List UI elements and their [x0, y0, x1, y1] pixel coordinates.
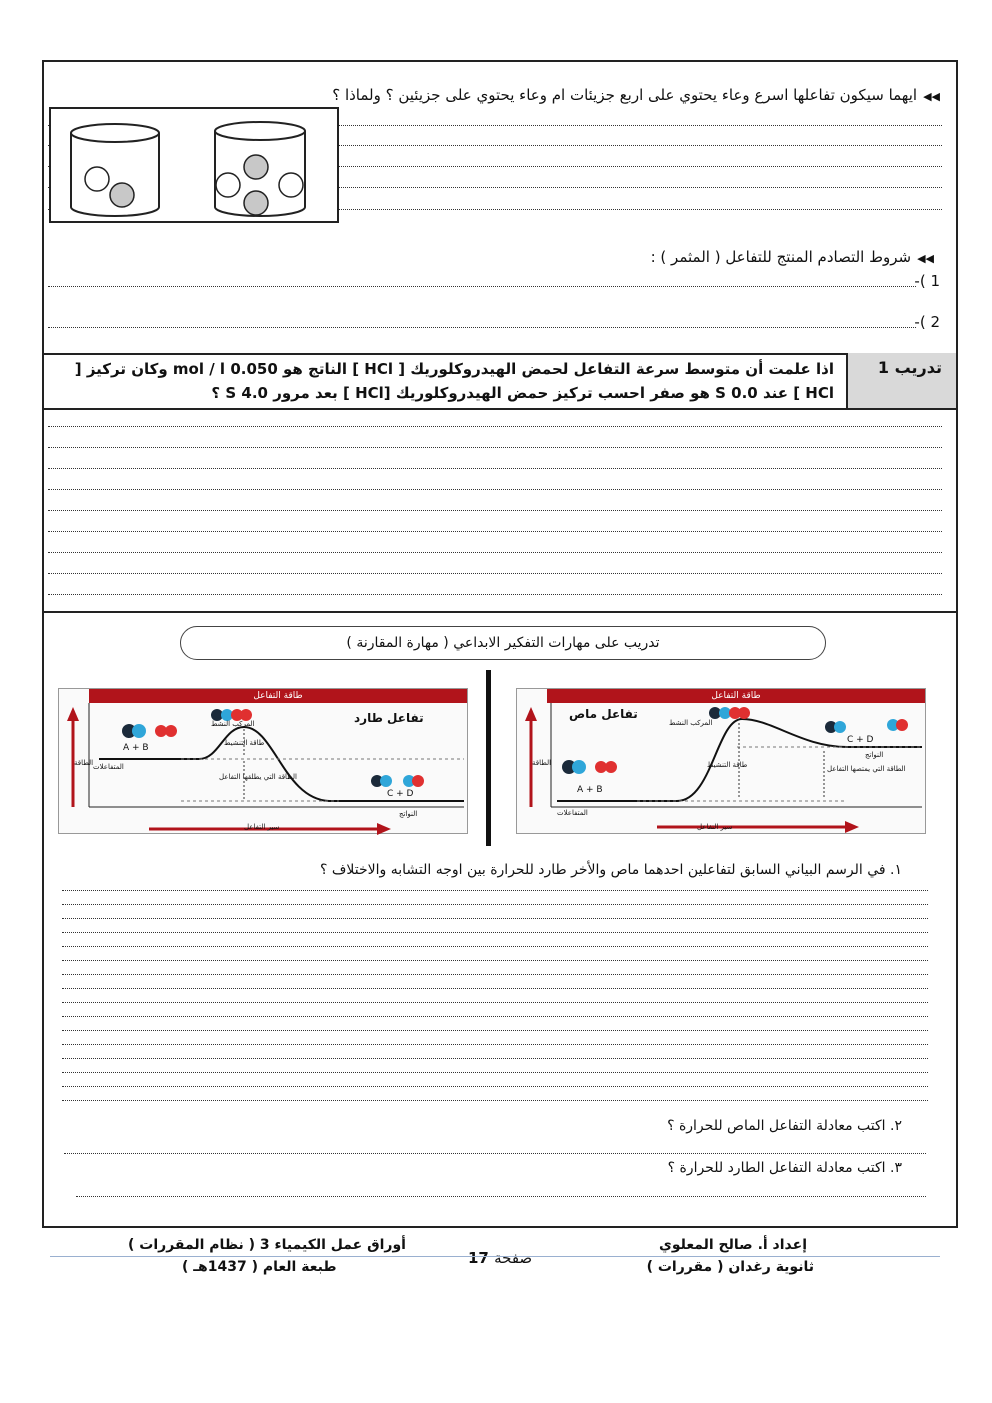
- answer-line[interactable]: [48, 468, 942, 469]
- energy-absorbed-label: الطاقة التي يمتصها التفاعل: [827, 765, 906, 773]
- panel-header: طاقة التفاعل: [89, 689, 467, 703]
- molecule-white: [216, 173, 240, 197]
- axis-x-label: سير التفاعل: [697, 823, 733, 831]
- answer-line[interactable]: [62, 1100, 928, 1101]
- activated-complex-label: المركب النشط: [669, 719, 713, 727]
- answer-line[interactable]: [48, 489, 942, 490]
- axis-y-label: الطاقة: [74, 759, 94, 767]
- answer-line[interactable]: [48, 552, 942, 553]
- products-label: النواتج: [399, 810, 418, 818]
- double-arrow-icon: ◀◀: [917, 252, 934, 265]
- answer-line[interactable]: [48, 327, 916, 328]
- energy-released-label: الطاقة التي يطلقها التفاعل: [219, 773, 298, 781]
- products-formula: C + D: [387, 789, 414, 799]
- page-label: صفحة: [494, 1249, 533, 1267]
- answer-line[interactable]: [48, 531, 942, 532]
- collision-item-1: 1 )-: [914, 272, 940, 290]
- answer-line[interactable]: [62, 1058, 928, 1059]
- question-endothermic-equation: ٢. اكتب معادلة التفاعل الماص للحرارة ؟: [667, 1118, 902, 1134]
- training-row: [44, 353, 956, 408]
- answer-line[interactable]: [48, 573, 942, 574]
- reactants-formula: A + B: [123, 743, 149, 753]
- panel-separator: [486, 670, 491, 846]
- answer-line[interactable]: [62, 960, 928, 961]
- page-number: 17: [468, 1249, 489, 1267]
- activated-complex-label: المركب النشط: [211, 720, 255, 728]
- panel-title: تفاعل ماص: [569, 707, 638, 721]
- question-beakers: ◀◀ايهما سيكون تفاعلها اسرع وعاء يحتوي على اربع جزيئات ام وعاء يحتوي على جزيئين ؟ ولماذا ؟: [332, 86, 940, 104]
- answer-line[interactable]: [62, 1086, 928, 1087]
- double-arrow-icon: ◀◀: [923, 90, 940, 103]
- creative-title: تدريب على مهارات التفكير الابداعي ( مهارة المقارنة ): [180, 626, 826, 660]
- endothermic-panel: [516, 688, 926, 834]
- question-compare: ١. في الرسم البياني السابق لتفاعلين احدهما ماص والأخر طارد للحرارة بين اوجه التشابه والاختلاف ؟: [320, 862, 902, 878]
- molecule-white: [279, 173, 303, 197]
- molecule-white: [85, 167, 109, 191]
- molecule-gray: [110, 183, 134, 207]
- question-collision: ◀◀شروط التصادم المنتج للتفاعل ( المثمر ) :: [650, 248, 934, 266]
- molecule-gray: [244, 155, 268, 179]
- answer-line[interactable]: [48, 447, 942, 448]
- answer-line[interactable]: [62, 988, 928, 989]
- beakers-figure: [49, 107, 339, 223]
- answer-line[interactable]: [62, 918, 928, 919]
- training-label: تدريب 1: [846, 353, 956, 408]
- training-line-1: اذا علمت أن متوسط سرعة التفاعل لحمض الهيدروكلوريك [ HCl ] الناتج هو 0.050 mol / l وكان تركيز [: [74, 360, 834, 378]
- products-formula: C + D: [847, 735, 874, 745]
- axis-x-label: سير التفاعل: [244, 823, 280, 831]
- reactants-label: المتفاعلات: [93, 763, 124, 771]
- answer-line[interactable]: [48, 594, 942, 595]
- activation-energy-label: طاقة التنشيط: [224, 739, 265, 747]
- axis-y-label: الطاقة: [532, 759, 552, 767]
- beakers-drawing: [51, 109, 337, 221]
- activation-energy-label: طاقة التنشيط: [707, 761, 748, 769]
- answer-line[interactable]: [62, 974, 928, 975]
- panel-header: طاقة التفاعل: [547, 689, 925, 703]
- answer-line[interactable]: [64, 1153, 926, 1154]
- training-question: [54, 357, 834, 405]
- divider-training-bottom: [42, 408, 958, 410]
- answer-line[interactable]: [62, 932, 928, 933]
- products-label: النواتج: [865, 751, 884, 759]
- answer-line[interactable]: [62, 1002, 928, 1003]
- footer-author: إعداد أ. صالح المعلوي: [659, 1237, 807, 1253]
- answer-line[interactable]: [76, 1196, 926, 1197]
- question-exothermic-equation: ٣. اكتب معادلة التفاعل الطارد للحرارة ؟: [667, 1160, 902, 1176]
- reactants-formula: A + B: [577, 785, 603, 795]
- answer-line[interactable]: [62, 1072, 928, 1073]
- footer-edition: طبعة العام ( 1437هـ ): [182, 1259, 337, 1275]
- answer-line[interactable]: [62, 1016, 928, 1017]
- footer-page: [468, 1249, 532, 1267]
- answer-line[interactable]: [48, 426, 942, 427]
- answer-line[interactable]: [48, 286, 916, 287]
- footer-rule: [50, 1256, 940, 1257]
- reactants-label: المتفاعلات: [557, 809, 588, 817]
- molecule-gray: [244, 191, 268, 215]
- exothermic-panel: [58, 688, 468, 834]
- footer-worksheet: أوراق عمل الكيمياء 3 ( نظام المقررات ): [128, 1237, 406, 1253]
- answer-line[interactable]: [62, 1044, 928, 1045]
- answer-line[interactable]: [62, 946, 928, 947]
- divider-creative-top: [42, 611, 958, 613]
- collision-item-2: 2 )-: [914, 313, 940, 331]
- answer-line[interactable]: [62, 1030, 928, 1031]
- answer-line[interactable]: [62, 904, 928, 905]
- panel-title: تفاعل طارد: [354, 711, 424, 725]
- answer-line[interactable]: [48, 510, 942, 511]
- footer-school: ثانوية رغدان ( مقررات ): [646, 1259, 814, 1275]
- training-line-2: HCl ] عند 0.0 S هو صفر احسب تركيز حمض الهيدروكلوريك [HCl ] بعد مرور 4.0 S ؟: [211, 384, 834, 402]
- answer-line[interactable]: [62, 890, 928, 891]
